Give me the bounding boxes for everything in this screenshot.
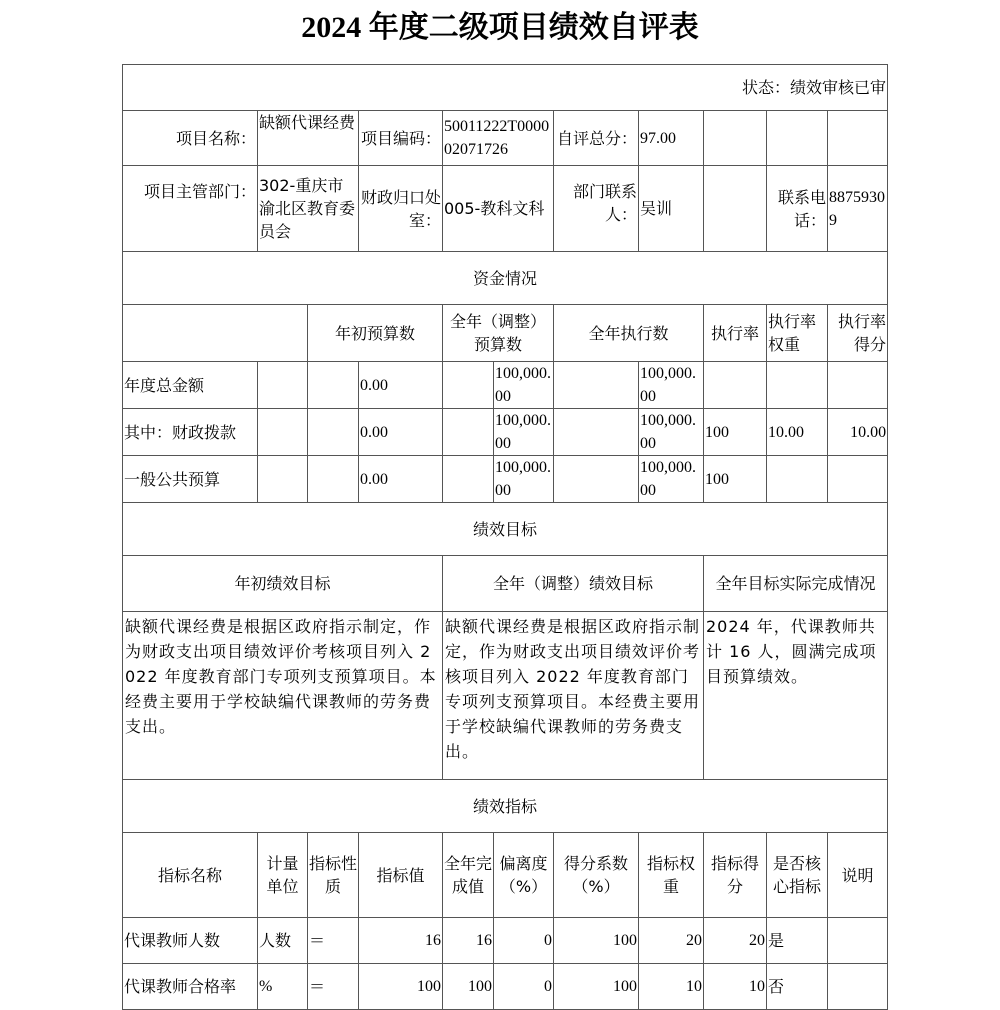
empty-cell [554, 409, 639, 456]
goals-header-adjusted: 全年（调整）绩效目标 [443, 556, 704, 612]
funds-executed: 100,000.00 [639, 409, 704, 456]
funds-weight: 10.00 [767, 409, 828, 456]
funds-row-label: 年度总金额 [123, 362, 258, 409]
ind-name: 代课教师合格率 [123, 964, 258, 1010]
ind-header-note: 说明 [828, 833, 888, 918]
funds-row-label: 其中：财政拨款 [123, 409, 258, 456]
finance-office-label: 财政归口处室： [359, 166, 443, 252]
project-name-label: 项目名称： [123, 111, 258, 166]
funds-header-row [123, 305, 888, 362]
ind-header-deviation: 偏离度（%） [494, 833, 554, 918]
project-info-row-2 [123, 166, 888, 252]
empty-cell [308, 456, 359, 503]
empty-cell [554, 456, 639, 503]
ind-actual: 100 [443, 964, 494, 1010]
empty-cell [704, 166, 767, 252]
funds-rate: 100 [704, 456, 767, 503]
goals-header-actual: 全年目标实际完成情况 [704, 556, 888, 612]
empty-cell [767, 111, 828, 166]
indicator-row [123, 918, 888, 964]
ind-nature: ＝ [308, 964, 359, 1010]
dept-label: 项目主管部门： [123, 166, 258, 252]
ind-target: 100 [359, 964, 443, 1010]
empty-cell [308, 409, 359, 456]
funds-score: 10.00 [828, 409, 888, 456]
funds-row-label: 一般公共预算 [123, 456, 258, 503]
contact-value: 吴训 [639, 166, 704, 252]
status-row [123, 65, 888, 111]
ind-name: 代课教师人数 [123, 918, 258, 964]
empty-cell [443, 409, 494, 456]
ind-core: 是 [767, 918, 828, 964]
ind-score: 20 [704, 918, 767, 964]
ind-header-name: 指标名称 [123, 833, 258, 918]
ind-header-unit: 计量单位 [258, 833, 308, 918]
funds-adjusted: 100,000.00 [494, 362, 554, 409]
ind-weight: 10 [639, 964, 704, 1010]
funds-rate [704, 362, 767, 409]
funds-score [828, 362, 888, 409]
empty-cell [258, 409, 308, 456]
funds-header-rate: 执行率 [704, 305, 767, 362]
empty-cell [828, 111, 888, 166]
ind-unit: % [258, 964, 308, 1010]
ind-deviation: 0 [494, 918, 554, 964]
phone-value: 88759309 [828, 166, 888, 252]
page-title: 2024 年度二级项目绩效自评表 [301, 11, 699, 44]
funds-header-adjusted: 全年（调整）预算数 [443, 305, 554, 362]
ind-header-weight: 指标权重 [639, 833, 704, 918]
funds-rate: 100 [704, 409, 767, 456]
funds-adjusted: 100,000.00 [494, 409, 554, 456]
funds-header-weight: 执行率权重 [767, 305, 828, 362]
funds-executed: 100,000.00 [639, 456, 704, 503]
funds-weight [767, 456, 828, 503]
goals-header-initial: 年初绩效目标 [123, 556, 443, 612]
ind-weight: 20 [639, 918, 704, 964]
ind-header-nature: 指标性质 [308, 833, 359, 918]
goals-section-row [123, 503, 888, 556]
ind-target: 16 [359, 918, 443, 964]
funds-initial: 0.00 [359, 456, 443, 503]
ind-coef: 100 [554, 964, 639, 1010]
goals-actual-text: 2024 年，代课教师共计 16 人，圆满完成项目预算绩效。 [704, 612, 888, 780]
funds-row [123, 362, 888, 409]
phone-label: 联系电话： [767, 166, 828, 252]
empty-cell [443, 362, 494, 409]
finance-office-value: 005-教科文科 [443, 166, 554, 252]
contact-label: 部门联系人： [554, 166, 639, 252]
ind-header-actual: 全年完成值 [443, 833, 494, 918]
funds-initial: 0.00 [359, 362, 443, 409]
ind-actual: 16 [443, 918, 494, 964]
empty-cell [554, 362, 639, 409]
goals-adjusted-text: 缺额代课经费是根据区政府指示制定，作为财政支出项目绩效评价考核项目列入 2022 年度教育部门专项列支预算项目。本经费主要用于学校缺编代课教师的劳务费支出。 [443, 612, 704, 780]
empty-cell [123, 305, 308, 362]
empty-cell [308, 362, 359, 409]
funds-header-score: 执行率得分 [828, 305, 888, 362]
funds-weight [767, 362, 828, 409]
empty-cell [704, 111, 767, 166]
ind-header-core: 是否核心指标 [767, 833, 828, 918]
goals-initial-text: 缺额代课经费是根据区政府指示制定，作为财政支出项目绩效评价考核项目列入 2022 年度教育部门专项列支预算项目。本经费主要用于学校缺编代课教师的劳务费支出。 [123, 612, 443, 780]
project-info-row-1 [123, 111, 888, 166]
empty-cell [258, 362, 308, 409]
funds-row [123, 456, 888, 503]
indicators-section-row [123, 780, 888, 833]
self-score-label: 自评总分： [554, 111, 639, 166]
ind-coef: 100 [554, 918, 639, 964]
empty-cell [258, 456, 308, 503]
funds-header-executed: 全年执行数 [554, 305, 704, 362]
funds-section-row [123, 252, 888, 305]
ind-core: 否 [767, 964, 828, 1010]
funds-section-title: 资金情况 [123, 252, 888, 305]
ind-nature: ＝ [308, 918, 359, 964]
funds-row [123, 409, 888, 456]
project-name-value: 缺额代课经费 [258, 111, 359, 166]
ind-header-coef: 得分系数（%） [554, 833, 639, 918]
evaluation-table [122, 64, 888, 1010]
status-text: 状态：绩效审核已审 [123, 65, 888, 111]
funds-adjusted: 100,000.00 [494, 456, 554, 503]
funds-executed: 100,000.00 [639, 362, 704, 409]
indicators-section-title: 绩效指标 [123, 780, 888, 833]
self-score-value: 97.00 [639, 111, 704, 166]
funds-header-initial: 年初预算数 [308, 305, 443, 362]
empty-cell [443, 456, 494, 503]
project-code-label: 项目编码： [359, 111, 443, 166]
ind-note [828, 918, 888, 964]
ind-header-score: 指标得分 [704, 833, 767, 918]
goals-content-row [123, 612, 888, 780]
indicators-header-row [123, 833, 888, 918]
goals-header-row [123, 556, 888, 612]
funds-initial: 0.00 [359, 409, 443, 456]
project-code-value: 50011222T000002071726 [443, 111, 554, 166]
funds-score [828, 456, 888, 503]
ind-header-target: 指标值 [359, 833, 443, 918]
ind-score: 10 [704, 964, 767, 1010]
goals-section-title: 绩效目标 [123, 503, 888, 556]
ind-unit: 人数 [258, 918, 308, 964]
ind-deviation: 0 [494, 964, 554, 1010]
dept-value: 302-重庆市渝北区教育委员会 [258, 166, 359, 252]
